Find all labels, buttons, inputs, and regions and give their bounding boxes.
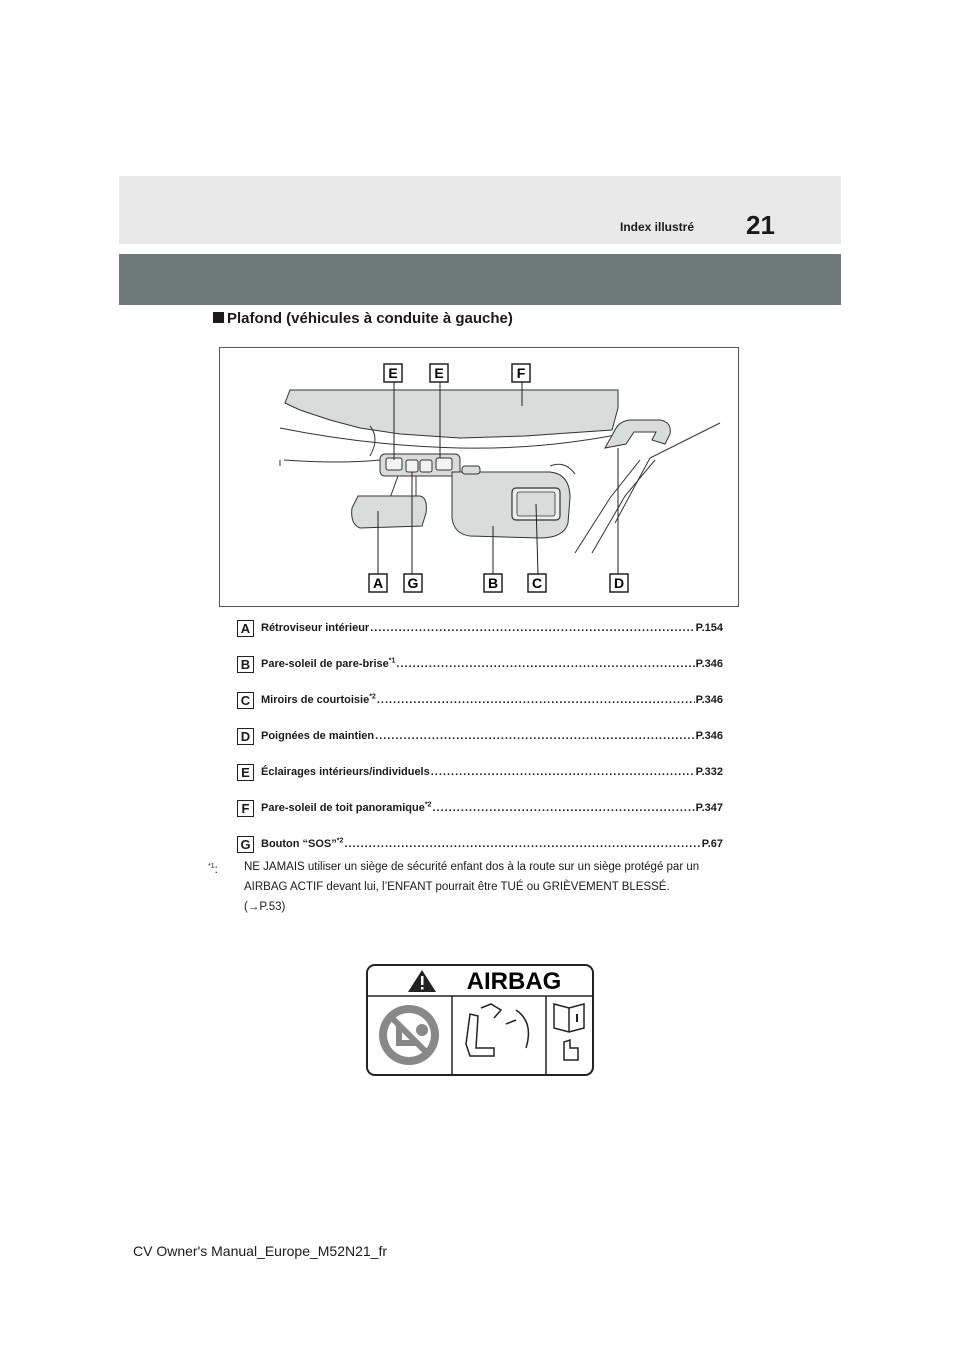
fig-label-e1: E <box>388 365 398 381</box>
item-footnote-ref: *2 <box>369 693 376 701</box>
item-letter: G <box>237 836 254 853</box>
legend-item <box>237 620 723 638</box>
airbag-title: AIRBAG <box>466 968 562 995</box>
section-heading <box>213 310 513 327</box>
dot-leader <box>431 766 695 778</box>
legend-item <box>237 836 723 854</box>
item-letter: F <box>237 800 254 817</box>
fig-label-c: C <box>531 575 543 591</box>
footnote-line-3[interactable]: (→P.53) <box>244 901 286 913</box>
item-letter: B <box>237 656 254 673</box>
legend-item <box>237 656 723 674</box>
dot-leader <box>377 694 695 706</box>
item-label: Poignées de maintien <box>261 730 375 742</box>
item-footnote-ref: *2 <box>336 837 344 845</box>
item-label: Bouton “SOS” <box>261 838 337 850</box>
fig-label-a: A <box>372 575 384 591</box>
header-band <box>119 254 841 305</box>
legend-item <box>237 728 723 746</box>
item-label: Éclairages intérieurs/individuels <box>261 766 430 778</box>
dot-leader <box>370 622 694 634</box>
item-page-ref[interactable]: P.346 <box>695 694 723 706</box>
item-page-ref[interactable]: P.332 <box>695 766 723 778</box>
item-page-ref[interactable]: P.347 <box>695 802 723 814</box>
no-rear-facing-seat-icon <box>379 1005 439 1065</box>
item-page-ref[interactable]: P.346 <box>695 730 723 742</box>
footnote-line-2: AIRBAG ACTIF devant lui, l’ENFANT pourrait être TUÉ ou GRIÈVEMENT BLESSÉ. <box>244 881 670 893</box>
square-bullet-icon <box>213 312 224 323</box>
header-bar <box>119 176 841 244</box>
airbag-warning-graphic <box>366 964 594 1076</box>
item-label: Miroirs de courtoisie <box>261 694 370 706</box>
item-page-ref[interactable]: P.346 <box>695 658 723 670</box>
airbag-warning-label <box>366 964 594 1076</box>
ceiling-drawing <box>220 348 740 608</box>
legend-item <box>237 800 723 818</box>
fig-label-f: F <box>516 365 526 381</box>
item-label: Pare-soleil de toit panoramique <box>261 802 425 814</box>
fig-label-d: D <box>613 575 625 591</box>
item-page-ref[interactable]: P.154 <box>695 622 723 634</box>
header-title: Index illustré <box>620 220 695 234</box>
fig-label-b: B <box>487 575 499 591</box>
item-letter: E <box>237 764 254 781</box>
ceiling-illustration <box>219 347 739 607</box>
fig-label-g: G <box>407 575 419 591</box>
item-letter: D <box>237 728 254 745</box>
item-label: Rétroviseur intérieur <box>261 622 370 634</box>
dot-leader <box>375 730 695 742</box>
fig-label-e2: E <box>434 365 444 381</box>
item-letter: A <box>237 620 254 637</box>
page-number: 21 <box>746 210 775 240</box>
dot-leader <box>344 838 700 850</box>
dot-leader <box>396 658 694 670</box>
dot-leader <box>432 802 694 814</box>
footnote-mark: *1 <box>208 863 215 870</box>
footnote-line-1: NE JAMAIS utiliser un siège de sécurité enfant dos à la route sur un siège protégé par un <box>244 861 700 873</box>
section-title: Plafond (véhicules à conduite à gauche) <box>227 310 513 327</box>
legend-item <box>237 764 723 782</box>
item-letter: C <box>237 692 254 709</box>
item-page-ref[interactable]: P.67 <box>701 838 723 850</box>
footer-text: CV Owner's Manual_Europe_M52N21_fr <box>133 1243 388 1259</box>
legend-item <box>237 692 723 710</box>
item-footnote-ref: *2 <box>424 801 432 809</box>
item-footnote-ref: *1 <box>388 657 396 665</box>
item-label: Pare-soleil de pare-brise <box>261 658 389 670</box>
